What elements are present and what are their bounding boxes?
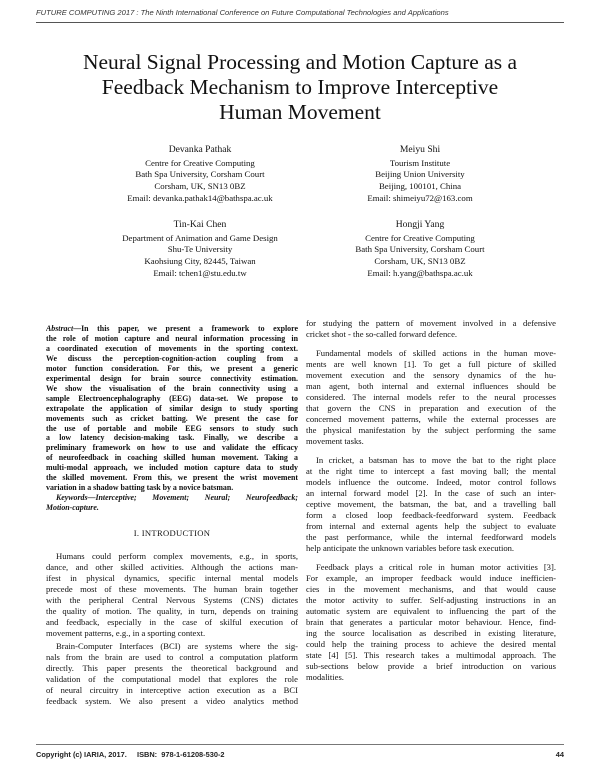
abstract-line: extrapolate the application of similar design to study sporting <box>46 403 298 413</box>
author-email: Email: h.yang@bathspa.ac.uk <box>367 267 473 278</box>
author-address: Corsham, UK, SN13 0BZ <box>374 256 466 267</box>
paragraph <box>306 348 556 447</box>
text-line: the physical manifestation by the subject performing the same <box>306 425 556 435</box>
text-line: sub-sections below provide a brief introduction on various <box>306 661 556 671</box>
text-line: the quality of motion. The quality, in turn, depends on training <box>46 606 298 617</box>
text-line: with the peripheral Central Nervous Systems (CNS) dictates <box>46 595 298 606</box>
text-line: help anticipate the unknown variables before task execution. <box>306 543 515 553</box>
abstract-line: experimental design for brain source connectivity estimation. <box>46 373 298 383</box>
abstract-line: of neurofeedback in coaching skilled human movement. Taking a <box>46 453 298 463</box>
author-block-chen <box>100 219 300 280</box>
paper-title <box>40 50 560 125</box>
text-line: modalities. <box>306 672 344 682</box>
author-affiliation: Tourism Institute <box>389 157 451 168</box>
author-affiliation: Shu-Te University <box>167 244 233 255</box>
text-line: directly. This paper presents the theoretical background and <box>46 663 298 674</box>
abstract-line: —In this paper, we present a framework to explore <box>73 324 298 333</box>
text-line: considered. The internal models refer to the neural processes <box>306 392 556 402</box>
paragraph <box>46 551 298 639</box>
abstract-line: a coordinated execution of movements in the sporting context. <box>46 343 298 353</box>
text-line: an internal forward model [2]. In the case of such an inter- <box>306 488 556 498</box>
keywords-line: Keywords—Interceptive; Movement; Neural; Neurofeedback; <box>56 493 298 503</box>
author-affiliation: Centre for Creative Computing <box>365 232 475 243</box>
title-line: Neural Signal Processing and Motion Capture as a <box>82 50 518 74</box>
text-line: In cricket, a batsman has to move the bat to the right place <box>316 455 556 465</box>
text-line: Humans could perform complex movements, e.g., in sports, <box>56 551 298 562</box>
author-address: Corsham, UK, SN13 0BZ <box>154 181 246 192</box>
text-line: movement execution and the sensory dynamics of the hu- <box>306 370 556 380</box>
text-line: For example, an improper feedback would induce inefficien- <box>306 573 556 583</box>
author-address: Beijing, 100101, China <box>378 181 462 192</box>
paragraph <box>306 455 556 554</box>
text-line: and feedback, especially in the case of skilful execution of <box>46 617 298 628</box>
author-email: Email: tchen1@stu.edu.tw <box>153 267 247 278</box>
header-divider <box>36 22 564 23</box>
title-line: Human Movement <box>219 100 381 124</box>
text-line: movement patterns, e.g., in a sporting context. <box>46 628 206 639</box>
text-line: that govern the CNS in preparation and execution of the <box>306 403 556 413</box>
page-number: 44 <box>555 750 564 759</box>
text-line: validation of the computational model that explores the role <box>46 674 298 685</box>
author-affiliation: Department of Animation and Game Design <box>122 232 278 243</box>
abstract-line: preliminary framework on how to use and validate the efficacy <box>46 443 298 453</box>
author-name: Devanka Pathak <box>168 144 232 155</box>
footer-copyright: Copyright (c) IARIA, 2017. ISBN: 978-1-61208-530-2 <box>36 750 225 759</box>
author-affiliation: Beijing Union University <box>375 169 465 180</box>
author-email: Email: devanka.pathak14@bathspa.ac.uk <box>127 192 273 203</box>
text-line: ceptive movement, the batsman, the bat, and a travelling ball <box>306 499 556 509</box>
author-email: Email: shimeiyu72@163.com <box>367 192 473 203</box>
abstract-line: the use of portable and mobile EEG sensors to study such <box>46 423 298 433</box>
author-affiliation: Bath Spa University, Corsham Court <box>355 244 485 255</box>
right-column <box>306 318 556 683</box>
text-line: state [4] [5]. This research takes a multimodal approach. The <box>306 650 556 660</box>
text-line: concerned movement patterns, while the external processes are <box>306 414 556 424</box>
author-block-shi <box>320 144 520 205</box>
abstract-line: sample Electroencephalography (EEG) data-set. We propose to <box>46 393 298 403</box>
title-line: Feedback Mechanism to Improve Interceptive <box>101 75 499 99</box>
section-heading: I. INTRODUCTION <box>133 528 211 539</box>
footer-divider <box>36 744 564 745</box>
abstract-line: multi-modal approach, we included motion capture data to study <box>46 463 298 473</box>
keywords <box>46 493 298 513</box>
text-line: of neural circuitry in interceptive action execution as a BCI <box>46 685 298 696</box>
author-block-yang <box>320 219 520 280</box>
text-line: cies in the movement mechanisms, and that would cause <box>306 584 556 594</box>
left-column <box>46 324 298 707</box>
text-line: from internal and external agents help the subject to evaluate <box>306 521 556 531</box>
abstract-line: motor function consideration. For this, we present a generic <box>46 363 298 373</box>
text-line: feedback system. We also present a video analytics method <box>46 696 298 707</box>
text-line: Fundamental models of skilled actions in the human move- <box>316 348 556 358</box>
running-header: FUTURE COMPUTING 2017 : The Ninth International Conference on Future Computational Technologies and Applications <box>36 8 449 17</box>
text-line: automatic system are equivalent to influencing the part of the <box>306 606 556 616</box>
text-line: man agent, both internal and external influences should be <box>306 381 556 391</box>
paragraph <box>46 641 298 707</box>
keywords-line: Motion-capture. <box>46 503 99 513</box>
author-name: Meiyu Shi <box>399 144 441 155</box>
abstract-line: variation in a shadow batting task by a novice batsman. <box>46 483 234 493</box>
text-line: ing the source localisation as described in existing literature, <box>306 628 556 638</box>
abstract <box>46 324 298 493</box>
author-name: Hongji Yang <box>395 219 445 230</box>
text-line: at the right time to intercept a fast moving ball; the mental <box>306 466 556 476</box>
paragraph <box>306 318 556 340</box>
text-line: cricket shot - the so-called forward defence. <box>306 329 458 339</box>
text-line: could help the training process to achieve the desired mental <box>306 639 556 649</box>
author-affiliation: Centre for Creative Computing <box>145 157 255 168</box>
text-line: precede most of these movements. The human brain together <box>46 584 298 595</box>
author-address: Kaohsiung City, 82445, Taiwan <box>144 256 256 267</box>
author-block-pathak <box>100 144 300 205</box>
abstract-line: the skilled movement. From this, we present the wrist movement <box>46 473 298 483</box>
text-line: dance, and other skilled activities. Although the actions man- <box>46 562 298 573</box>
text-line: models influence the outcome. Indeed, motor control follows <box>306 477 556 487</box>
text-line: ments are well known [1]. To get a full picture of skilled <box>306 359 556 369</box>
text-line: form a closed loop feedback-feedforward system. Feedback <box>306 510 556 520</box>
text-line: brain that generates a particular motor behaviour. Hence, find- <box>306 617 556 627</box>
text-line: for studying the pattern of movement involved in a defensive <box>306 318 556 328</box>
text-line: nals from the brain are used to control a computation platform <box>46 652 298 663</box>
abstract-line: We discuss the perception-cognition-action coupling from a <box>46 353 298 363</box>
author-name: Tin-Kai Chen <box>173 219 227 230</box>
paragraph <box>306 562 556 683</box>
abstract-line: the role of motion capture and neural information processing in <box>46 333 298 343</box>
abstract-line: movements such as cricket batting. We present the case for <box>46 413 298 423</box>
author-affiliation: Bath Spa University, Corsham Court <box>135 169 265 180</box>
text-line: the motor activity to suffer. Self-adjusting instructions in an <box>306 595 556 605</box>
text-line: ifest in physical dynamics, specific internal mental models <box>46 573 298 584</box>
text-line: movement tasks. <box>306 436 364 446</box>
text-line: the past performance, while the internal feedforward models <box>306 532 556 542</box>
text-line: Brain-Computer Interfaces (BCI) are systems where the sig- <box>56 641 298 652</box>
text-line: Feedback plays a critical role in human motor activities [3]. <box>316 562 556 572</box>
abstract-line: We show the visualisation of the brain connectivity using a <box>46 383 298 393</box>
abstract-line: a low latency decision-making task. Finally, we describe a <box>46 433 298 443</box>
abstract-lead: Abstract <box>46 324 74 333</box>
